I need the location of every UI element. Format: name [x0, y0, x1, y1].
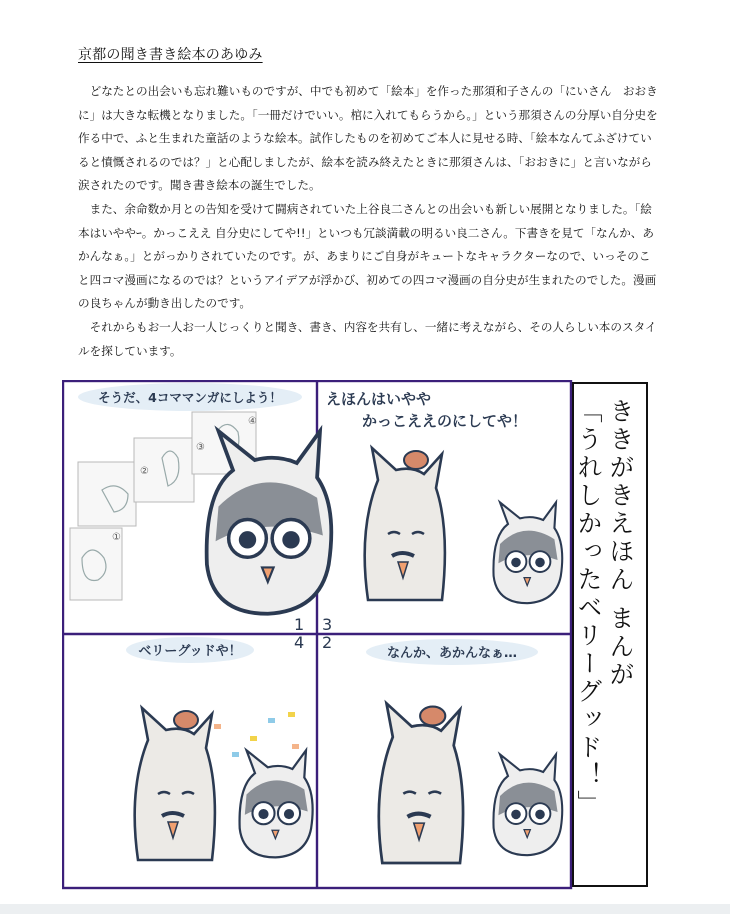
panel-4-speech: なんか、あかんなぁ…: [386, 646, 518, 661]
paragraph-1: どなたとの出会いも忘れ難いものですが、中でも初めて「絵本」を作った那須和子さんの「にいさん おおきに」は大きな転機となりました。「一冊だけでいい。棺に入れてもらうから。」という那須さんの分厚い自分史を作る中で、ふと生まれた童話のような絵本。試作したものを初めてご本人に見せる時、「絵本なんてふざけていると憤慨されるのでは？」と心配しましたが、絵本を読み終えたときに那須さんは、「おおきに」と言いながら涙されたのです。聞き書き絵本の誕生でした。: [78, 84, 658, 193]
sketch-number-3: ③: [196, 442, 205, 453]
panel-2-speech-line1: えほんはいやや: [326, 390, 432, 408]
panel-3-number: 4: [294, 633, 305, 652]
panel-4-number: 2: [322, 633, 333, 652]
sketch-number-2: ②: [140, 466, 149, 477]
panel-1-speech: そうだ、4コママンガにしよう！: [98, 390, 282, 405]
sketch-number-4: ④: [248, 416, 257, 427]
comic-title-line2: 「うれしかったベリーグッド！」: [574, 398, 603, 818]
comic-title-line1: ききがきえほん まんが: [606, 398, 635, 689]
document-title: 京都の聞き書き絵本のあゆみ: [78, 47, 263, 63]
sketch-number-1: ①: [112, 532, 121, 543]
comic-vertical-title: [572, 382, 648, 887]
paragraph-2: また、余命数か月との告知を受けて闘病されていた上谷良二さんとの出会いも新しい展開となりました。「絵本はいややｰ。かっこええ 自分史にしてや!!」といつも冗談満載の明るい良二さん。下書きを見て「なんか、あかんなぁ。」とがっかりされていたのです。が、あまりにご自身がキュートなキャラクターなので、いっそのこと四コマ漫画になるのでは？というアイデアが浮かび、初めての四コマ漫画の自分史が生まれたのでした。漫画の良ちゃんが動き出したのです。: [78, 201, 657, 311]
document-body: [78, 80, 658, 363]
four-panel-comic: [62, 380, 574, 890]
page-bottom-strip: [0, 904, 730, 914]
panel-2-number: 3: [322, 615, 333, 634]
panel-2-speech-line2: かっこええのにしてや！: [362, 412, 528, 430]
panel-3-speech: ベリーグッドや！: [138, 644, 242, 659]
panel-1-number: 1: [294, 615, 305, 634]
paragraph-3: それからもお一人お一人じっくりと聞き、書き、内容を共有し、一緒に考えながら、その人らしい本のスタイルを探しています。: [78, 319, 657, 358]
